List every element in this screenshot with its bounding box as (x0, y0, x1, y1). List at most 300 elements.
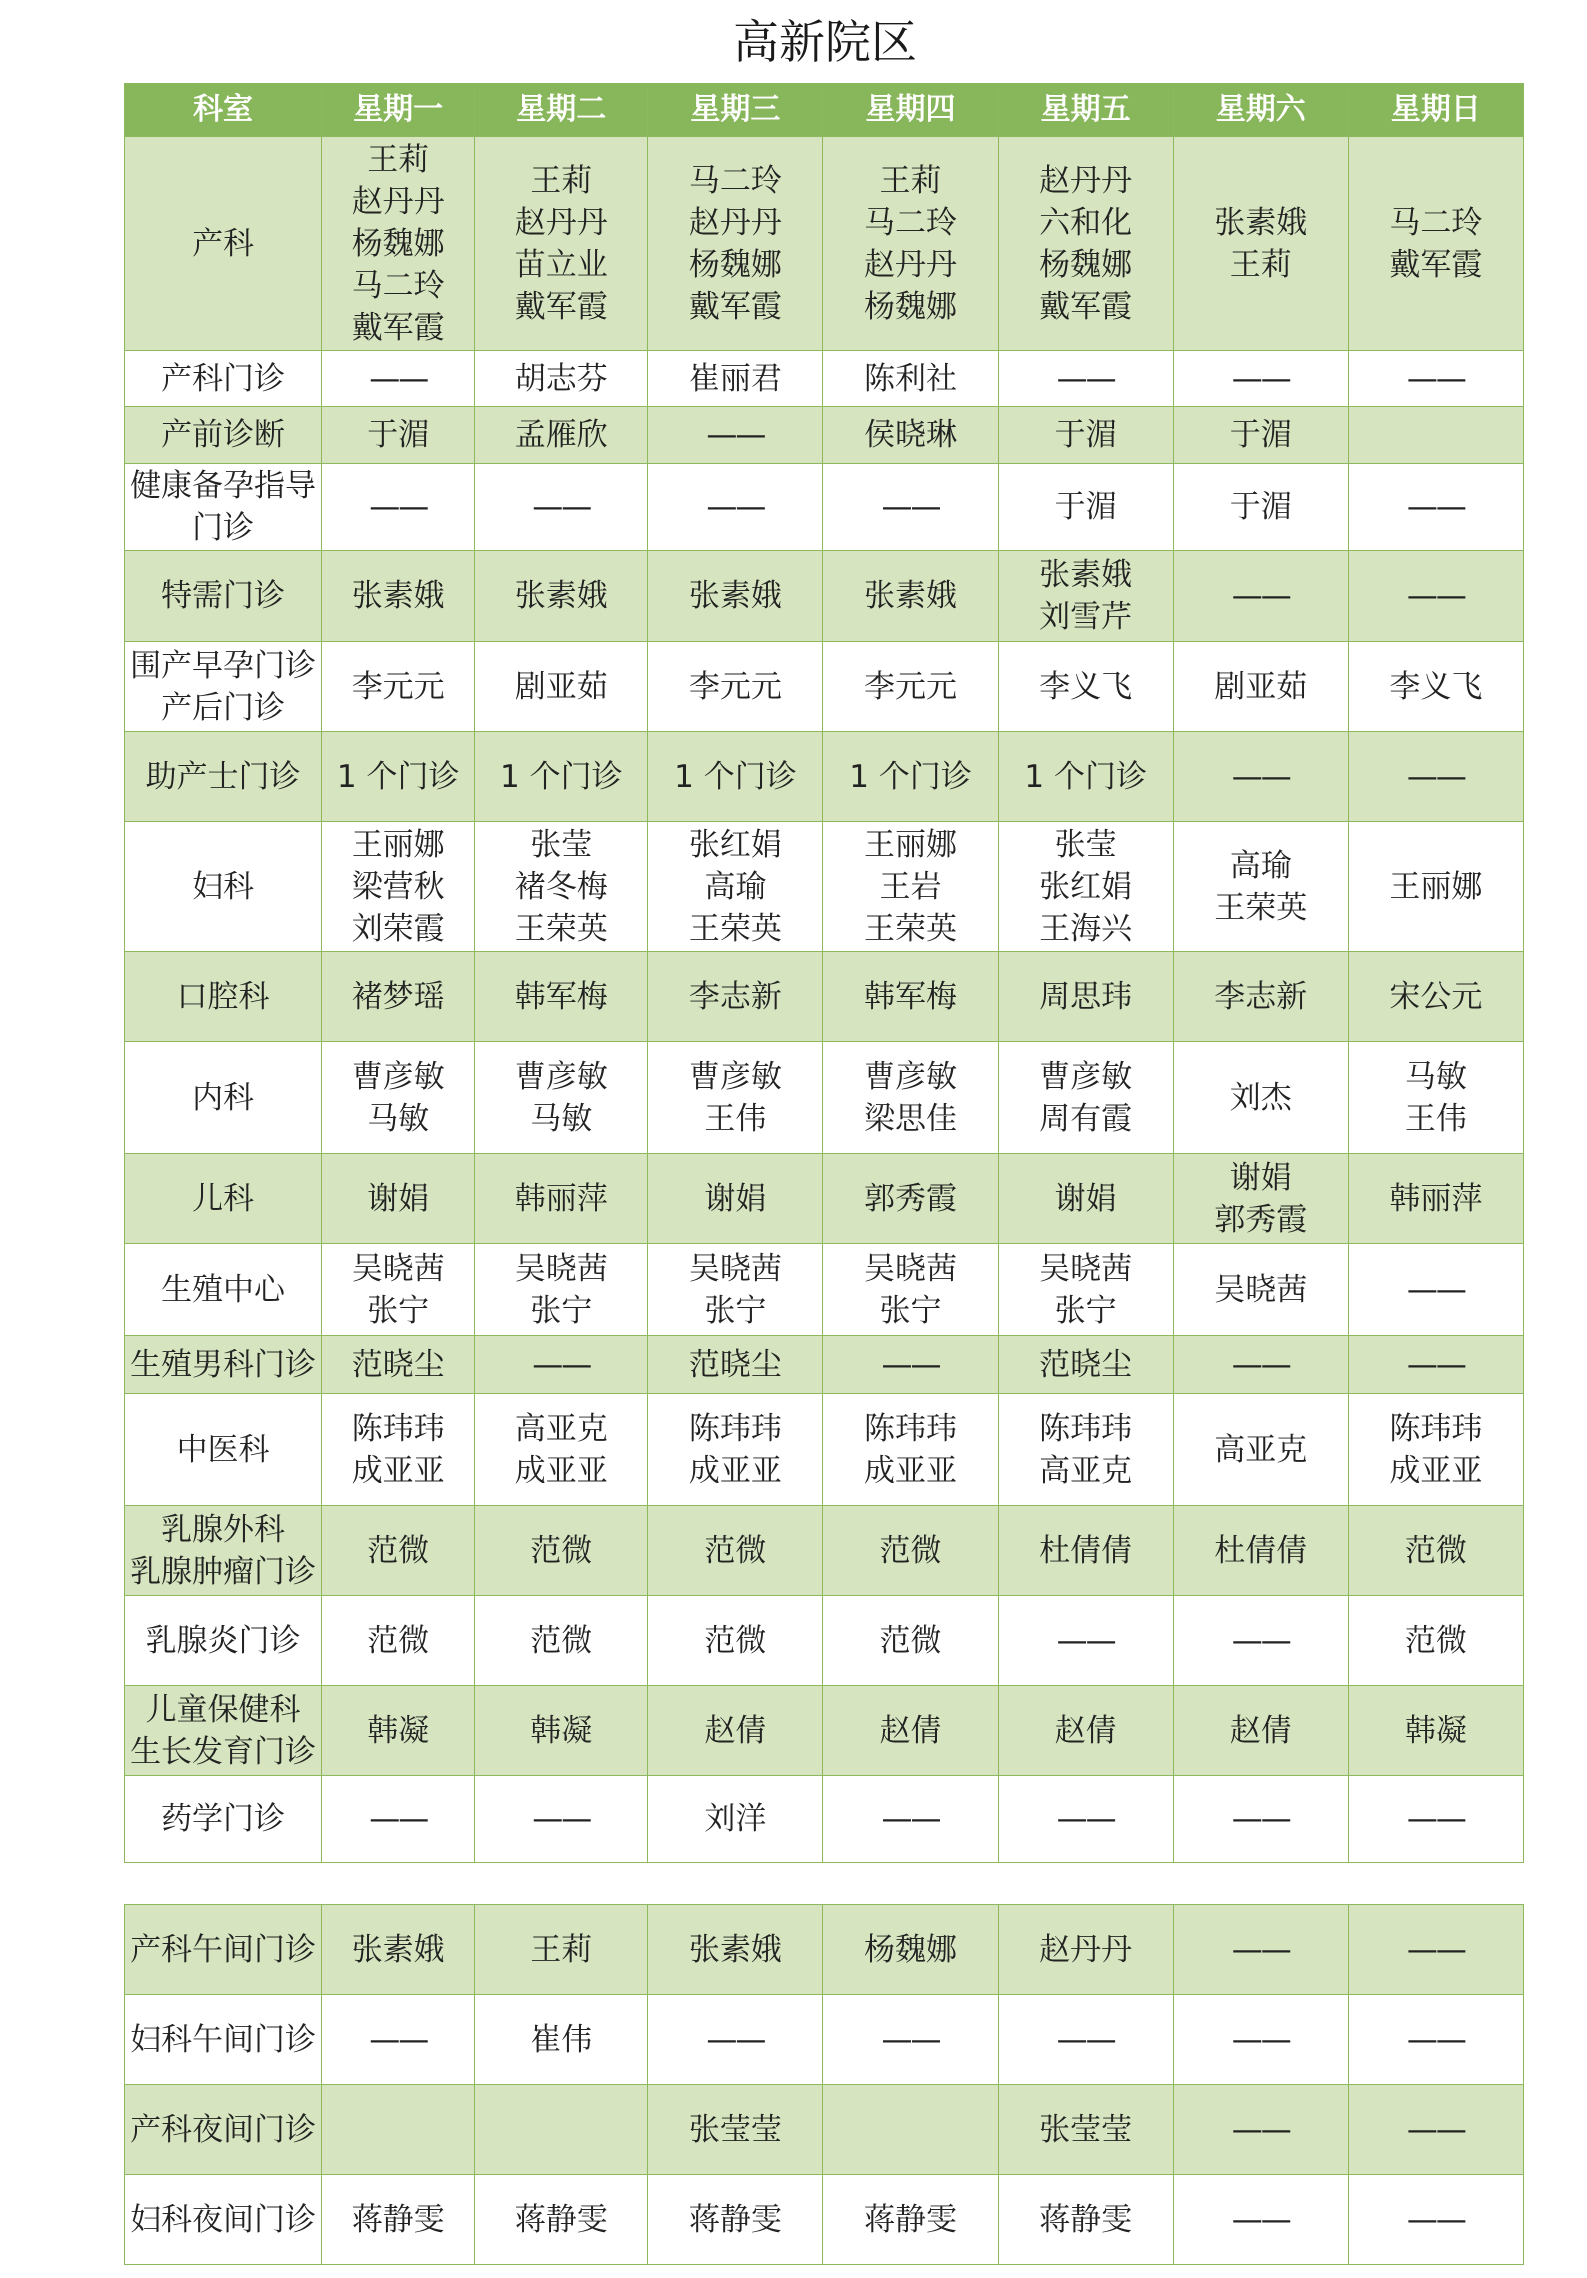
doctor-name: 谢娟 (704, 1180, 767, 1217)
doctor-name: 刘荣霞 (351, 910, 445, 947)
doctor-name: 吴晓茜 (351, 1250, 445, 1287)
schedule-cell (998, 551, 1173, 642)
schedule-cell (823, 2085, 998, 2175)
schedule-cell (1348, 732, 1523, 822)
schedule-cell (475, 351, 648, 407)
schedule-cell (322, 551, 475, 642)
doctor-name: 崔伟 (530, 2021, 593, 2058)
doctor-name: 王荣英 (514, 910, 608, 947)
schedule-cell (998, 1154, 1173, 1244)
no-clinic-dash: —— (1406, 1346, 1465, 1383)
doctor-name: 谢娟 (1054, 1180, 1117, 1217)
schedule-cell (648, 1596, 823, 1686)
dept-cell (125, 2175, 322, 2265)
schedule-cell (998, 642, 1173, 732)
schedule-cell (648, 822, 823, 952)
no-clinic-dash: —— (369, 1801, 428, 1837)
doctor-name: 范微 (704, 1532, 767, 1569)
dept-name: 产科门诊 (161, 360, 286, 397)
schedule-cell (648, 551, 823, 642)
doctor-name: 韩丽萍 (514, 1180, 608, 1217)
table-row (125, 1596, 1524, 1686)
doctor-name: 张素娥 (351, 1931, 445, 1968)
schedule-cell (1348, 2085, 1523, 2175)
doctor-name: 于湄 (1229, 417, 1292, 453)
schedule-cell (998, 1905, 1173, 1995)
schedule-cell (322, 642, 475, 732)
doctor-name: 成亚亚 (1389, 1452, 1483, 1489)
doctor-name: 范晓尘 (1039, 1346, 1133, 1383)
schedule-cell (648, 1905, 823, 1995)
schedule-cell (648, 1042, 823, 1154)
table-row (125, 1336, 1524, 1394)
doctor-name: 张素娥 (351, 578, 445, 614)
doctor-name: 王莉 (879, 162, 942, 199)
doctor-name: 张宁 (530, 1292, 593, 1329)
schedule-cell (648, 137, 823, 351)
dept-name: 乳腺肿瘤门诊 (130, 1553, 317, 1590)
doctor-name: 蒋静雯 (514, 2201, 608, 2238)
schedule-cell (1348, 1336, 1523, 1394)
table-row (125, 952, 1524, 1042)
no-clinic-dash: —— (1231, 2111, 1290, 2148)
schedule-cell (648, 1244, 823, 1336)
dept-name: 生长发育门诊 (130, 1733, 317, 1770)
doctor-name: 侯晓琳 (864, 417, 958, 453)
table-row (125, 551, 1524, 642)
doctor-name: 张素娥 (688, 578, 782, 614)
dept-cell (125, 1776, 322, 1863)
doctor-name: 张素娥 (1039, 557, 1133, 593)
schedule-cell (475, 1244, 648, 1336)
doctor-name: 张素娥 (864, 578, 958, 614)
dept-name: 产科午间门诊 (130, 1931, 317, 1968)
schedule-cell (998, 1336, 1173, 1394)
dept-cell (125, 1394, 322, 1506)
schedule-cell (1173, 464, 1348, 551)
table-row (125, 407, 1524, 464)
dept-name: 乳腺外科 (161, 1511, 286, 1548)
doctor-name: 剧亚茹 (1214, 668, 1308, 705)
schedule-cell (998, 2085, 1173, 2175)
schedule-cell (1173, 407, 1348, 464)
header-sat: 星期六 (1173, 84, 1348, 137)
doctor-name: 范晓尘 (688, 1346, 782, 1383)
dept-name: 健康备孕指导 (130, 468, 317, 504)
doctor-name: 陈玮玮 (688, 1410, 782, 1447)
schedule-cell (648, 1506, 823, 1596)
dept-name: 产前诊断 (161, 417, 286, 453)
doctor-name: 杜倩倩 (1039, 1532, 1133, 1569)
no-clinic-dash: —— (1406, 1931, 1465, 1968)
doctor-name: 陈玮玮 (864, 1410, 958, 1447)
dept-name: 药学门诊 (161, 1801, 286, 1837)
schedule-cell (648, 1686, 823, 1776)
doctor-name: 于湄 (1054, 489, 1117, 525)
doctor-name: 范晓尘 (351, 1346, 445, 1383)
table-row (125, 1154, 1524, 1244)
doctor-name: 1 个门诊 (1024, 758, 1147, 795)
doctor-name: 王莉 (1229, 246, 1292, 283)
dept-cell (125, 351, 322, 407)
dept-cell (125, 1244, 322, 1336)
schedule-cell (475, 1394, 648, 1506)
schedule-cell (1348, 642, 1523, 732)
doctor-name: 周有霞 (1039, 1100, 1133, 1137)
no-clinic-dash: —— (1231, 1346, 1290, 1383)
header-mon: 星期一 (322, 84, 475, 137)
doctor-name: 成亚亚 (864, 1452, 958, 1489)
table-row (125, 732, 1524, 822)
schedule-cell (823, 1394, 998, 1506)
dept-name: 儿科 (192, 1180, 255, 1217)
schedule-cell (998, 1244, 1173, 1336)
schedule-cell (1173, 1506, 1348, 1596)
schedule-cell (1173, 1596, 1348, 1686)
doctor-name: 范微 (530, 1532, 593, 1569)
schedule-cell (1173, 1042, 1348, 1154)
schedule-cell (998, 952, 1173, 1042)
table-row (125, 351, 1524, 407)
schedule-cell (475, 1686, 648, 1776)
schedule-cell (1348, 1686, 1523, 1776)
doctor-name: 褚梦瑶 (351, 978, 445, 1015)
schedule-table (124, 83, 1524, 1863)
schedule-cell (998, 732, 1173, 822)
table-row (125, 1042, 1524, 1154)
doctor-name: 成亚亚 (514, 1452, 608, 1489)
doctor-name: 1 个门诊 (674, 758, 797, 795)
doctor-name: 宋公元 (1389, 978, 1483, 1015)
dept-name: 助产士门诊 (145, 758, 301, 795)
schedule-cell (648, 351, 823, 407)
doctor-name: 褚冬梅 (514, 868, 608, 905)
schedule-cell (1348, 952, 1523, 1042)
schedule-cell (998, 137, 1173, 351)
no-clinic-dash: —— (706, 2021, 765, 2058)
doctor-name: 吴晓茜 (1214, 1271, 1308, 1308)
doctor-name: 范微 (1404, 1532, 1467, 1569)
schedule-cell (475, 1506, 648, 1596)
after-hours-table (124, 1904, 1524, 2265)
table-row (125, 1394, 1524, 1506)
doctor-name: 蒋静雯 (351, 2201, 445, 2238)
schedule-cell (823, 1776, 998, 1863)
schedule-cell (648, 1394, 823, 1506)
schedule-cell (823, 407, 998, 464)
schedule-cell (648, 732, 823, 822)
schedule-cell (1173, 952, 1348, 1042)
schedule-cell (998, 1686, 1173, 1776)
doctor-name: 于湄 (367, 417, 430, 453)
schedule-cell (823, 642, 998, 732)
dept-name: 门诊 (192, 510, 255, 546)
header-row (125, 84, 1524, 137)
schedule-cell (823, 351, 998, 407)
doctor-name: 张莹莹 (1039, 2111, 1133, 2148)
schedule-cell (322, 137, 475, 351)
doctor-name: 范微 (1404, 1622, 1467, 1659)
doctor-name: 赵丹丹 (688, 204, 782, 241)
doctor-name: 李志新 (1214, 978, 1308, 1015)
doctor-name: 赵丹丹 (1039, 162, 1133, 199)
header-sun: 星期日 (1348, 84, 1523, 137)
doctor-name: 杨魏娜 (1039, 246, 1133, 283)
doctor-name: 张红娟 (1039, 868, 1133, 905)
schedule-cell (823, 1154, 998, 1244)
doctor-name: 蒋静雯 (688, 2201, 782, 2238)
doctor-name: 王海兴 (1039, 910, 1133, 947)
table-row (125, 822, 1524, 952)
schedule-cell (1173, 822, 1348, 952)
doctor-name: 曹彦敏 (1039, 1058, 1133, 1095)
dept-name: 内科 (192, 1079, 255, 1116)
doctor-name: 孟雁欣 (514, 417, 608, 453)
header-tue: 星期二 (475, 84, 648, 137)
schedule-cell (648, 642, 823, 732)
no-clinic-dash: —— (1406, 360, 1465, 397)
no-clinic-dash: —— (1056, 1622, 1115, 1659)
doctor-name: 李元元 (864, 668, 958, 705)
doctor-name: 张宁 (367, 1292, 430, 1329)
schedule-cell (475, 1776, 648, 1863)
dept-cell (125, 1905, 322, 1995)
schedule-cell (648, 407, 823, 464)
no-clinic-dash: —— (1406, 489, 1465, 525)
table-row (125, 1776, 1524, 1863)
schedule-cell (1348, 464, 1523, 551)
doctor-name: 杨魏娜 (864, 288, 958, 325)
schedule-cell (998, 464, 1173, 551)
schedule-cell (1348, 407, 1523, 464)
schedule-cell (823, 1244, 998, 1336)
schedule-cell (1173, 1244, 1348, 1336)
schedule-cell (322, 1596, 475, 1686)
schedule-cell (475, 2175, 648, 2265)
schedule-cell (322, 2175, 475, 2265)
dept-cell (125, 732, 322, 822)
dept-cell (125, 1506, 322, 1596)
dept-cell (125, 1995, 322, 2085)
schedule-cell (322, 407, 475, 464)
doctor-name: 韩丽萍 (1389, 1180, 1483, 1217)
schedule-cell (1348, 1776, 1523, 1863)
doctor-name: 吴晓茜 (864, 1250, 958, 1287)
doctor-name: 郭秀霞 (1214, 1201, 1308, 1238)
schedule-cell (1348, 1995, 1523, 2085)
doctor-name: 陈利社 (864, 360, 958, 397)
doctor-name: 李义飞 (1039, 668, 1133, 705)
doctor-name: 赵丹丹 (864, 246, 958, 283)
doctor-name: 王丽娜 (864, 826, 958, 863)
doctor-name: 杨魏娜 (864, 1931, 958, 1968)
schedule-cell (475, 407, 648, 464)
schedule-cell (475, 464, 648, 551)
doctor-name: 崔丽君 (688, 360, 782, 397)
schedule-cell (1173, 1154, 1348, 1244)
schedule-cell (823, 1905, 998, 1995)
no-clinic-dash: —— (1231, 1622, 1290, 1659)
doctor-name: 郭秀霞 (864, 1180, 958, 1217)
doctor-name: 赵丹丹 (514, 204, 608, 241)
schedule-cell (823, 1995, 998, 2085)
schedule-cell (1348, 351, 1523, 407)
schedule-cell (475, 952, 648, 1042)
schedule-cell (823, 952, 998, 1042)
doctor-name: 马敏 (1404, 1058, 1467, 1095)
dept-name: 妇科午间门诊 (130, 2021, 317, 2058)
doctor-name: 王丽娜 (351, 826, 445, 863)
schedule-cell (998, 1506, 1173, 1596)
doctor-name: 六和化 (1039, 204, 1133, 241)
no-clinic-dash: —— (1056, 1801, 1115, 1837)
no-clinic-dash: —— (532, 1346, 591, 1383)
schedule-cell (648, 2175, 823, 2265)
doctor-name: 于湄 (1229, 489, 1292, 525)
doctor-name: 王莉 (530, 1931, 593, 1968)
schedule-cell (322, 822, 475, 952)
doctor-name: 高亚克 (1039, 1452, 1133, 1489)
doctor-name: 韩军梅 (864, 978, 958, 1015)
no-clinic-dash: —— (881, 2021, 940, 2058)
dept-name: 生殖男科门诊 (130, 1346, 317, 1383)
table-row (125, 137, 1524, 351)
doctor-name: 曹彦敏 (688, 1058, 782, 1095)
doctor-name: 马敏 (530, 1100, 593, 1137)
doctor-name: 张莹 (1054, 826, 1117, 863)
doctor-name: 王丽娜 (1389, 868, 1483, 905)
doctor-name: 王荣英 (1214, 889, 1308, 926)
dept-cell (125, 1596, 322, 1686)
doctor-name: 马二玲 (864, 204, 958, 241)
no-clinic-dash: —— (1406, 2021, 1465, 2058)
dept-cell (125, 952, 322, 1042)
schedule-cell (475, 1596, 648, 1686)
no-clinic-dash: —— (369, 489, 428, 525)
schedule-cell (322, 1336, 475, 1394)
schedule-cell (322, 2085, 475, 2175)
no-clinic-dash: —— (881, 1346, 940, 1383)
doctor-name: 曹彦敏 (351, 1058, 445, 1095)
schedule-cell (1348, 1905, 1523, 1995)
dept-name: 妇科 (192, 868, 255, 905)
schedule-cell (475, 2085, 648, 2175)
schedule-cell (322, 1995, 475, 2085)
doctor-name: 高亚克 (1214, 1431, 1308, 1468)
schedule-cell (1173, 1905, 1348, 1995)
doctor-name: 曹彦敏 (514, 1058, 608, 1095)
dept-name: 儿童保健科 (145, 1691, 301, 1728)
doctor-name: 高瑜 (704, 868, 767, 905)
schedule-cell (648, 1995, 823, 2085)
schedule-cell (998, 351, 1173, 407)
doctor-name: 1 个门诊 (500, 758, 623, 795)
table-row (125, 642, 1524, 732)
doctor-name: 成亚亚 (688, 1452, 782, 1489)
table-row (125, 2175, 1524, 2265)
doctor-name: 谢娟 (1229, 1159, 1292, 1196)
doctor-name: 张宁 (704, 1292, 767, 1329)
no-clinic-dash: —— (1231, 1931, 1290, 1968)
schedule-cell (322, 1394, 475, 1506)
doctor-name: 王莉 (530, 162, 593, 199)
dept-cell (125, 642, 322, 732)
schedule-cell (1173, 137, 1348, 351)
schedule-cell (475, 137, 648, 351)
schedule-cell (1173, 2175, 1348, 2265)
schedule-cell (998, 822, 1173, 952)
dept-cell (125, 1336, 322, 1394)
schedule-cell (322, 351, 475, 407)
doctor-name: 陈玮玮 (351, 1410, 445, 1447)
doctor-name: 李义飞 (1389, 668, 1483, 705)
doctor-name: 杨魏娜 (351, 225, 445, 262)
doctor-name: 王伟 (1404, 1100, 1467, 1137)
table-row (125, 1506, 1524, 1596)
doctor-name: 张莹 (530, 826, 593, 863)
no-clinic-dash: —— (881, 489, 940, 525)
dept-cell (125, 551, 322, 642)
doctor-name: 范微 (704, 1622, 767, 1659)
schedule-cell (322, 1776, 475, 1863)
doctor-name: 张宁 (879, 1292, 942, 1329)
schedule-cell (1348, 2175, 1523, 2265)
doctor-name: 戴军霞 (688, 288, 782, 325)
schedule-cell (475, 1042, 648, 1154)
doctor-name: 1 个门诊 (336, 758, 460, 795)
doctor-name: 王岩 (879, 868, 942, 905)
doctor-name: 赵倩 (1229, 1712, 1292, 1749)
schedule-cell (475, 642, 648, 732)
doctor-name: 韩凝 (1404, 1712, 1467, 1749)
doctor-name: 韩凝 (367, 1712, 430, 1749)
no-clinic-dash: —— (706, 417, 765, 453)
schedule-cell (823, 1506, 998, 1596)
dept-cell (125, 1686, 322, 1776)
doctor-name: 韩凝 (530, 1712, 593, 1749)
doctor-name: 赵丹丹 (1039, 1931, 1133, 1968)
doctor-name: 杜倩倩 (1214, 1532, 1308, 1569)
no-clinic-dash: —— (881, 1801, 940, 1837)
doctor-name: 赵倩 (704, 1712, 767, 1749)
schedule-cell (823, 464, 998, 551)
doctor-name: 马二玲 (1389, 204, 1483, 241)
schedule-cell (998, 1776, 1173, 1863)
schedule-cell (1348, 1154, 1523, 1244)
doctor-name: 1 个门诊 (849, 758, 972, 795)
doctor-name: 高瑜 (1229, 847, 1292, 884)
table-row (125, 464, 1524, 551)
schedule-cell (1173, 2085, 1348, 2175)
doctor-name: 范微 (367, 1532, 430, 1569)
doctor-name: 蒋静雯 (1039, 2201, 1133, 2238)
doctor-name: 胡志芬 (514, 360, 608, 397)
dept-cell (125, 1154, 322, 1244)
doctor-name: 谢娟 (367, 1180, 430, 1217)
doctor-name: 刘杰 (1229, 1079, 1292, 1116)
no-clinic-dash: —— (1231, 1801, 1290, 1837)
header-wed: 星期三 (648, 84, 823, 137)
doctor-name: 马二玲 (351, 267, 445, 304)
dept-name: 口腔科 (176, 978, 270, 1015)
doctor-name: 李元元 (351, 668, 445, 705)
doctor-name: 张莹莹 (688, 2111, 782, 2148)
dept-cell (125, 137, 322, 351)
schedule-cell (823, 2175, 998, 2265)
schedule-cell (823, 137, 998, 351)
header-dept: 科室 (125, 84, 322, 137)
dept-cell (125, 2085, 322, 2175)
